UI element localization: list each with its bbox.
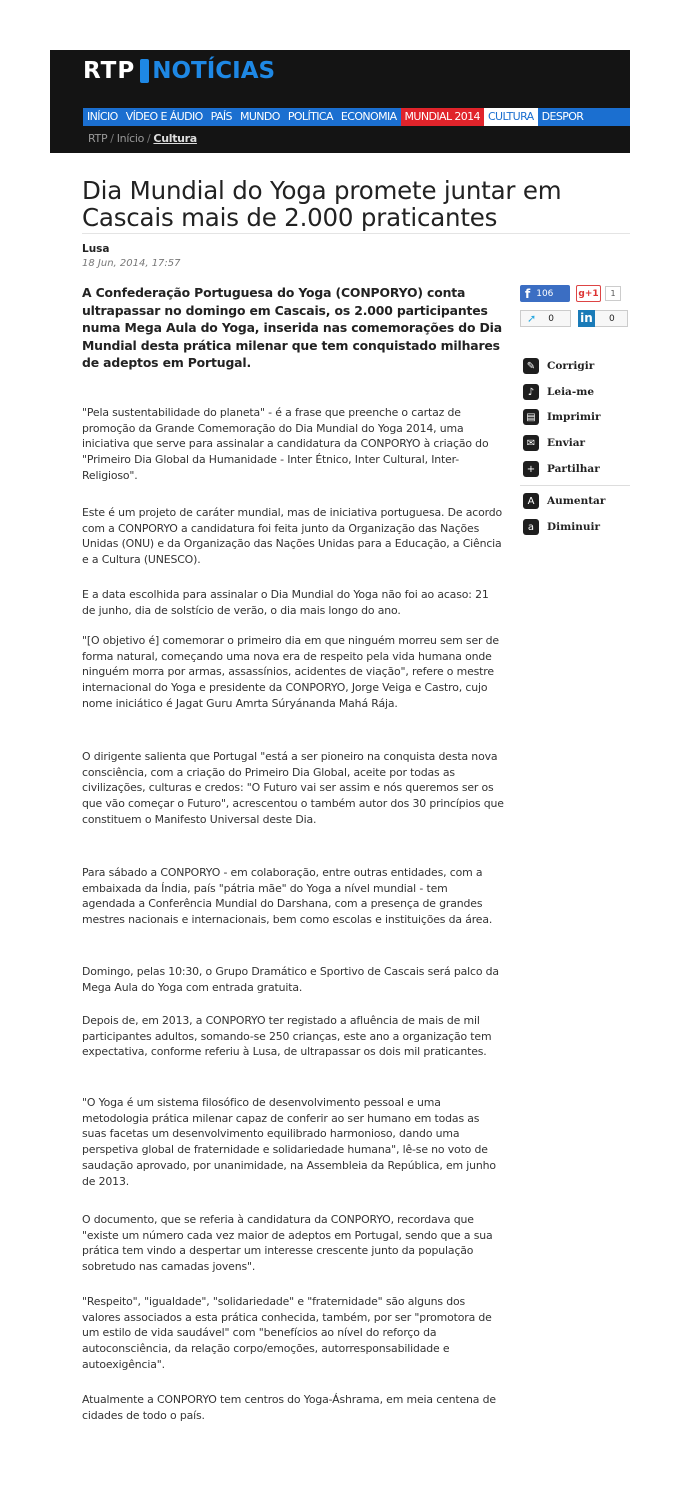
breadcrumb-rtp[interactable]: RTP [88,132,108,145]
google-plus-icon: g+1 [576,285,601,302]
title-divider [82,233,630,234]
printer-icon: ▤ [523,409,539,425]
nav-cultura[interactable]: CULTURA [484,108,538,126]
breadcrumb-separator: / [110,132,114,145]
google-plus-button[interactable] [576,285,621,302]
article-paragraph: Depois de, em 2013, a CONPORYO ter registado a afluência de mais de mil participantes adultos, somando-se 250 crianças, este ano a organização tem expectativa, conforme referiu à Lusa, de ultrapassar os dois mil praticantes. [82,1014,492,1059]
breadcrumb-cultura[interactable]: Cultura [153,132,197,145]
article-date: 18 Jun, 2014, 17:57 [82,258,181,269]
nav-video-audio[interactable]: VÍDEO E ÁUDIO [125,110,203,123]
article-paragraph: O documento, que se referia à candidatura da CONPORYO, recordava que "existe um número cada vez maior de adeptos em Portugal, sendo que a sua prática tem vindo a despertar um interesse crescente junto da população sobretudo nas camadas jovens". [82,1213,493,1274]
diminuir-font-button[interactable] [523,519,600,535]
google-plus-count: 1 [605,286,621,301]
nav-desporto[interactable]: DESPOR [541,110,584,123]
font-increase-icon: A [523,493,539,509]
partilhar-label: Partilhar [547,463,600,475]
imprimir-button[interactable] [523,409,601,425]
enviar-button[interactable] [523,435,585,451]
twitter-count: 0 [548,313,554,324]
site-header [50,50,630,153]
logo-divider [140,59,149,83]
linkedin-count: 0 [609,313,615,324]
logo-noticias-text: NOTÍCIAS [152,58,276,84]
article-paragraph: "Pela sustentabilidade do planeta" - é a frase que preenche o cartaz de promoção da Grande Comemoração do Dia Mundial do Yoga 2014, uma iniciativa que serve para assinalar a candidatura da CONPORYO à criação do "Primeiro Dia Global da Humanidade - Inter Étnico, Inter Cultural, Inter-Religioso". [82,406,489,482]
corrigir-button[interactable] [523,358,594,374]
leiame-label: Leia-me [547,386,595,398]
linkedin-share-button[interactable] [578,310,628,327]
linkedin-icon: in [578,310,595,327]
twitter-share-button[interactable] [520,310,571,327]
article-author: Lusa [82,243,110,255]
facebook-count: 106 [536,288,554,299]
plus-icon: + [523,461,539,477]
breadcrumb-inicio[interactable]: Início [116,132,145,145]
article-paragraph: Para sábado a CONPORYO - em colaboração, entre outras entidades, com a embaixada da Índia, país "pátria mãe" do Yoga a nível mundial - tem agendada a Conferência Mundial do Darshana, com a presença de grandes mestres nacionais e internacionais, bem como escolas e instituições da área. [82,866,493,927]
breadcrumb [88,132,197,145]
main-nav [83,108,630,126]
article-paragraph: "[O objetivo é] comemorar o primeiro dia em que ninguém morreu sem ser de forma natural, começando uma nova era de respeito pela vida humana onde ninguém morra por armas, assassínios, acidentes de viação", refere o mestre internacional do Yoga e presidente da CONPORYO, Jorge Veiga e Castro, cujo nome iniciático é Jagat Guru Amrta Súryánanda Mahá Rája. [82,634,499,710]
logo-rtp-text: RTP [83,58,136,84]
article-paragraph: Atualmente a CONPORYO tem centros do Yoga-Áshrama, em meia centena de cidades de todo o país. [82,1393,496,1422]
article-paragraph: "O Yoga é um sistema filosófico de desenvolvimento pessoal e uma metodologia prática milenar capaz de conferir ao ser humano em todas as suas facetas um desenvolvimento equilibrado harmonioso, dando uma perspetiva global de fraternidade e solidariedade humana", lê-se no voto de saudação aprovado, por unanimidade, na Assembleia da República, em junho de 2013. [82,1096,496,1188]
pencil-icon: ✎ [523,358,539,374]
leiame-button[interactable] [523,384,594,400]
aumentar-label: Aumentar [547,495,606,507]
facebook-share-button[interactable] [520,285,570,302]
nav-inicio[interactable]: INÍCIO [87,110,118,123]
article-title: Dia Mundial do Yoga promete juntar em Cascais mais de 2.000 praticantes [82,176,562,232]
nav-economia[interactable]: ECONOMIA [340,110,397,123]
enviar-label: Enviar [547,437,586,449]
envelope-icon: ✉ [523,435,539,451]
article-paragraph: E a data escolhida para assinalar o Dia Mundial do Yoga não foi ao acaso: 21 de junho, dia de solstício de verão, o dia mais longo do ano. [82,588,489,617]
nav-politica[interactable]: POLÍTICA [287,110,333,123]
font-decrease-icon: a [523,519,539,535]
aumentar-font-button[interactable] [523,493,605,509]
diminuir-label: Diminuir [547,521,600,533]
nav-pais[interactable]: PAÍS [210,110,232,123]
breadcrumb-separator: / [147,132,151,145]
speaker-icon: ♪ [523,384,539,400]
rtp-noticias-logo[interactable] [83,56,275,86]
article-lead: A Confederação Portuguesa do Yoga (CONPORYO) conta ultrapassar no domingo em Cascais, os 2.000 participantes numa Mega Aula do Yoga, inserida nas comemorações do Dia Mundial desta prática milenar que tem conquistado milhares de adeptos em Portugal. [82,285,502,370]
nav-mundial-2014[interactable]: MUNDIAL 2014 [401,108,484,126]
tools-divider [520,485,630,486]
partilhar-button[interactable] [523,461,600,477]
imprimir-label: Imprimir [547,411,601,423]
facebook-icon: f [525,286,531,301]
article-paragraph: "Respeito", "igualdade", "solidariedade" e "fraternidade" são alguns dos valores associados a esta prática conhecida, também, por ser "promotora de um estilo de vida saudável" com "benefícios ao nível do reforço da autoconsciência, da relação corpo/emoções, autorresponsabilidade e autoexigência". [82,1295,492,1371]
article-paragraph: O dirigente salienta que Portugal "está a ser pioneiro na conquista desta nova consciência, com a criação do Primeiro Dia Global, aceite por todas as civilizações, culturas e credos: "O Futuro vai ser assim e nós queremos ser os que vão começar o Futuro", acrescentou o também autor dos 30 princípios que constituem o Manifesto Universal deste Dia. [82,750,504,826]
nav-mundo[interactable]: MUNDO [239,110,280,123]
corrigir-label: Corrigir [547,360,595,372]
twitter-bird-icon: ➚ [527,312,537,325]
article-paragraph: Este é um projeto de caráter mundial, mas de iniciativa portuguesa. De acordo com a CONPORYO a candidatura foi feita junto da Organização das Nações Unidas (ONU) e da Organização das Nações Unidas para a Educação, a Ciência e a Cultura (UNESCO). [82,506,503,567]
article-paragraph: Domingo, pelas 10:30, o Grupo Dramático e Sportivo de Cascais será palco da Mega Aula do Yoga com entrada gratuita. [82,965,499,994]
